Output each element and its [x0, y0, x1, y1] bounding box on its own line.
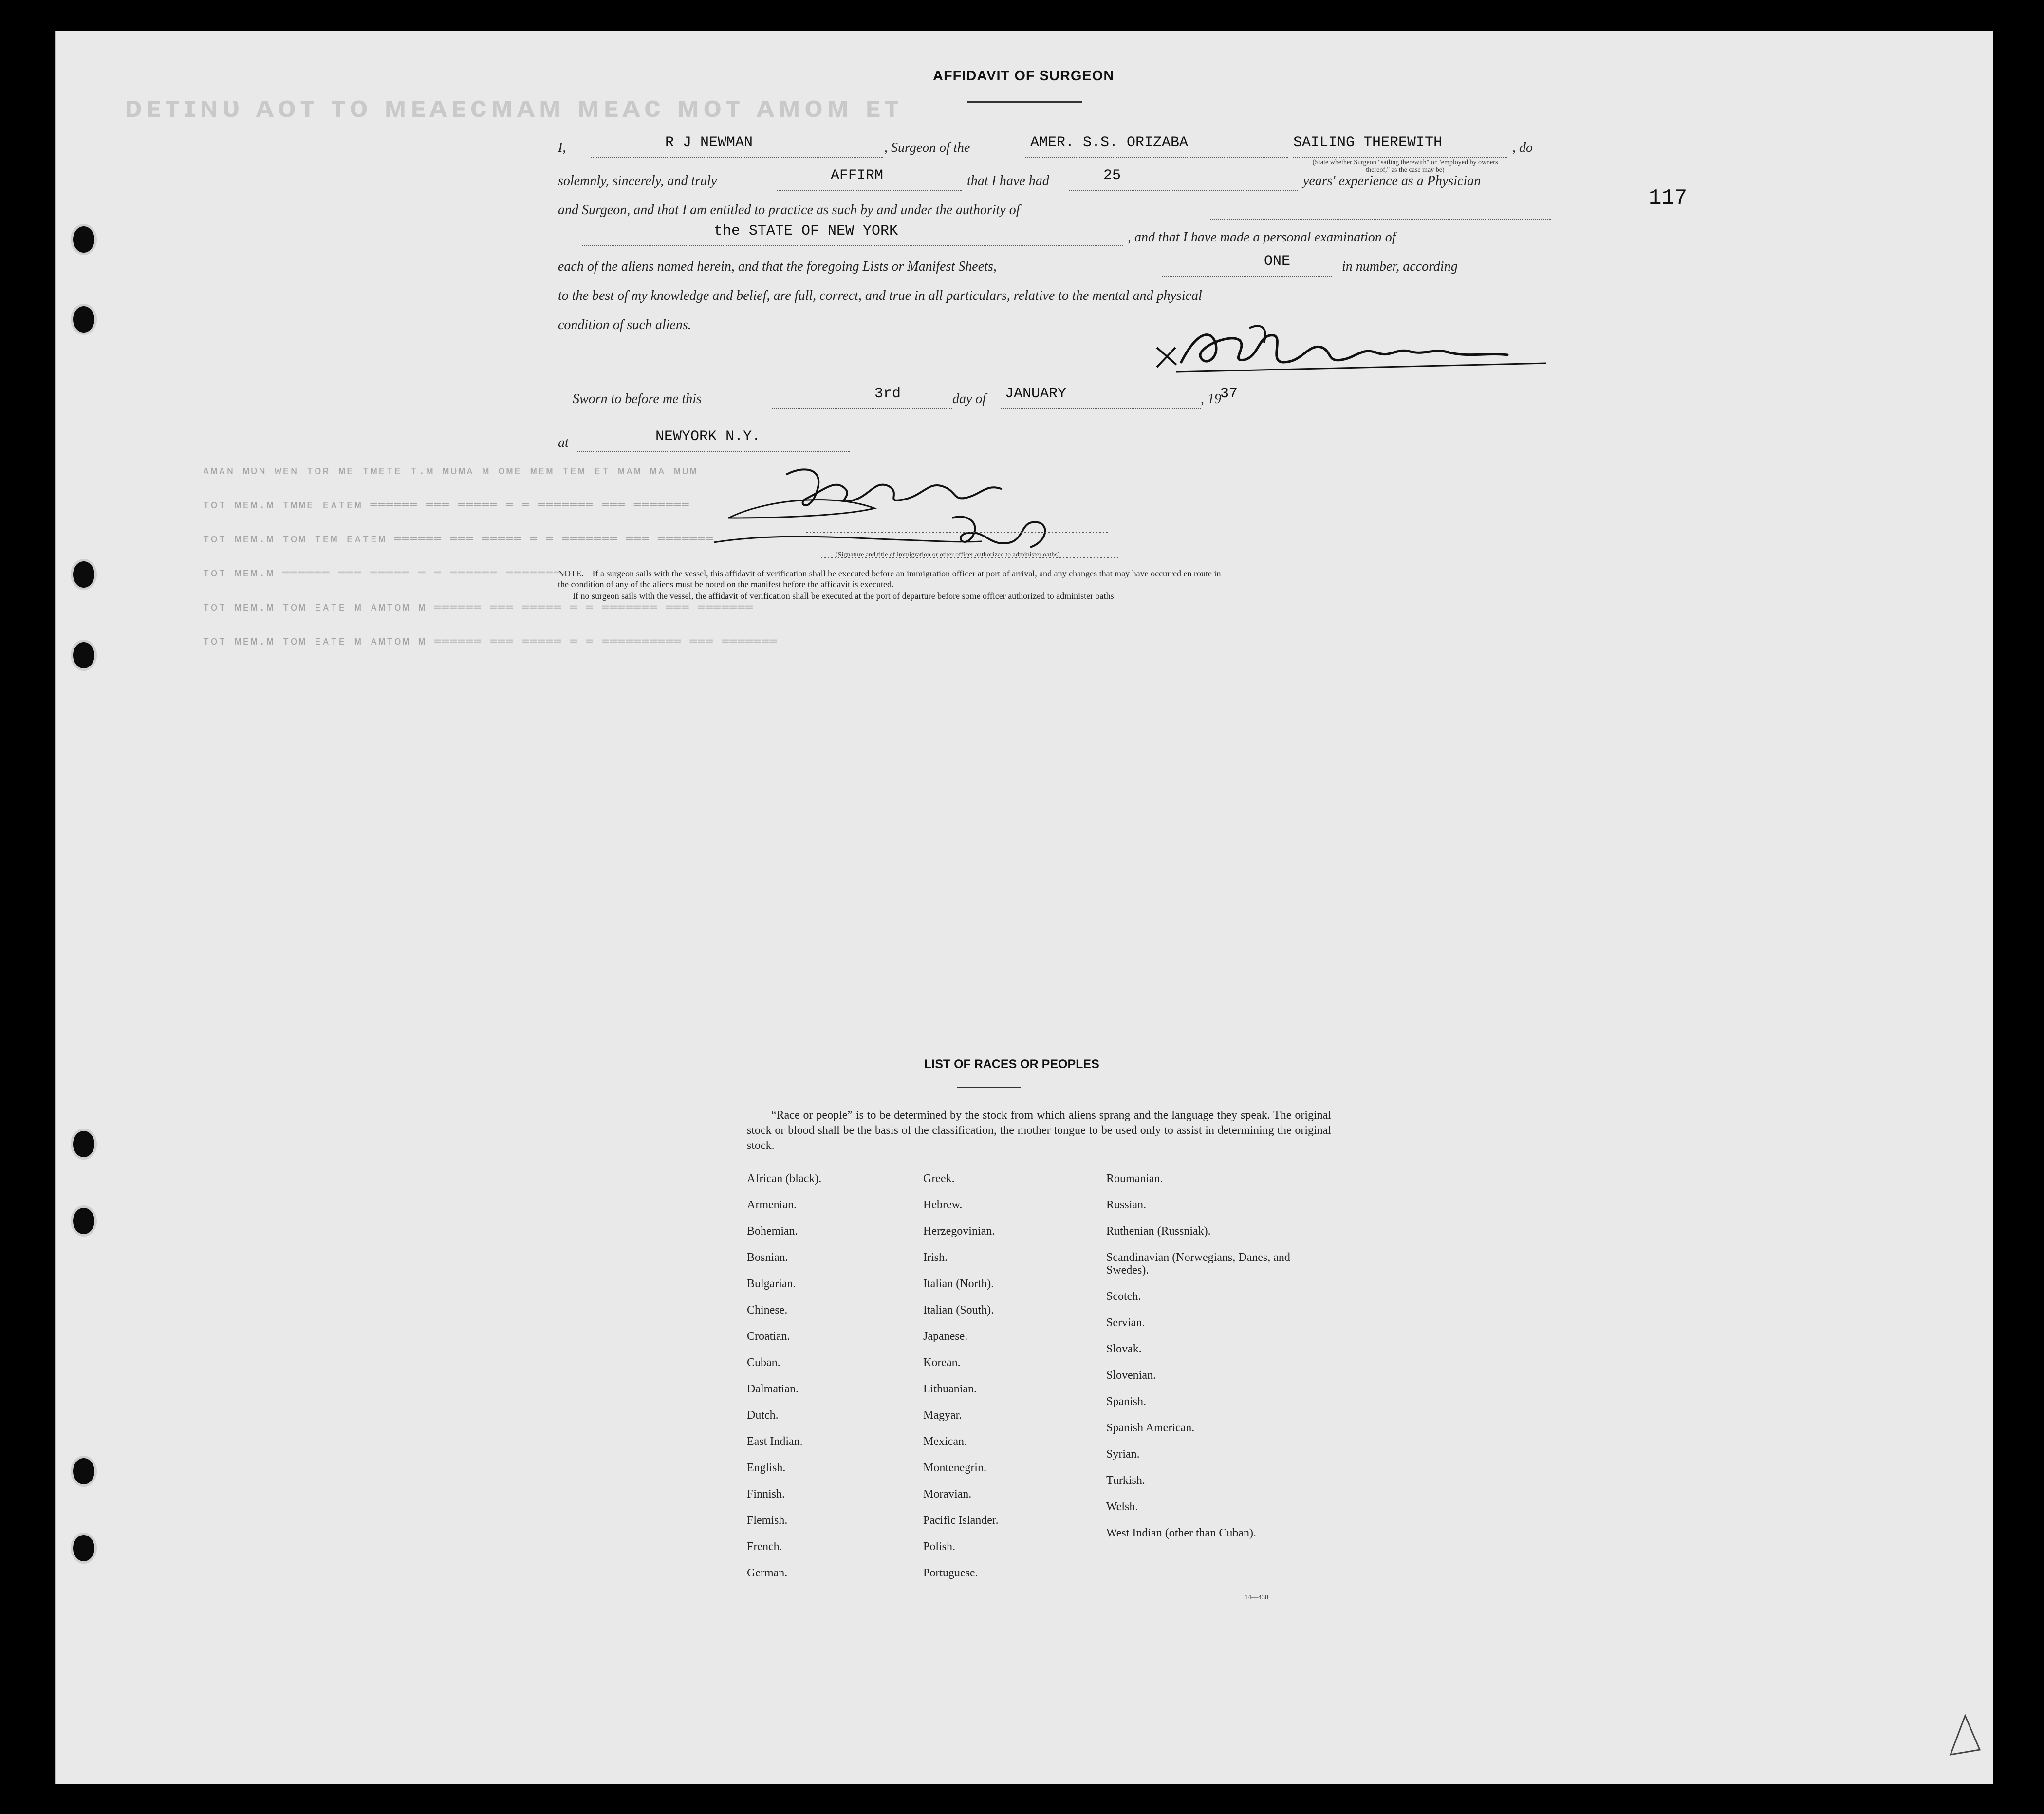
race-item: Spanish. — [1106, 1395, 1147, 1408]
affidavit-title: AFFIDAVIT OF SURGEON — [933, 68, 1115, 84]
race-item: Montenegrin. — [923, 1462, 986, 1474]
years-line — [1069, 190, 1298, 191]
race-item: Turkish. — [1106, 1474, 1145, 1487]
races-column-2 — [923, 1166, 999, 1586]
text-condition: condition of such aliens. — [558, 317, 691, 333]
race-item: Italian (South). — [923, 1304, 994, 1316]
page-number: 117 — [1649, 186, 1688, 210]
year-field: 37 — [1220, 386, 1238, 402]
race-item: African (black). — [747, 1172, 822, 1185]
corner-mark-icon — [1946, 1711, 1985, 1759]
race-item: Scotch. — [1106, 1290, 1141, 1303]
sailing-note: (State whether Surgeon "sailing therewith" or "employed by owners thereof," as the case may be) — [1312, 159, 1498, 174]
officer-caption: (Signature and title of immigration or other officer authorized to administer oaths) — [836, 551, 1060, 558]
text-and-that: , and that I have made a personal examination of — [1128, 230, 1396, 245]
text-i: I, — [558, 140, 566, 155]
race-item: Polish. — [923, 1540, 956, 1553]
authority-field: the STATE OF NEW YORK — [714, 223, 898, 240]
race-item: Lithuanian. — [923, 1383, 977, 1395]
document-sheet — [55, 31, 1993, 1784]
binding-hole-icon — [71, 224, 97, 255]
title-rule — [967, 101, 1082, 103]
race-item: Greek. — [923, 1172, 955, 1185]
races-intro: “Race or people” is to be determined by the stock from which aliens sprang and the language they speak. The original stock or blood shall be the basis of the classification, the mother tongue to be used only to assist in determining the original stock. — [747, 1109, 1331, 1152]
binding-hole-icon — [71, 304, 97, 335]
bleed-through-rows: ᴀᴍᴀɴ ᴍᴜɴ ᴡᴇɴ ᴛᴏʀ ᴍᴇ ᴛᴍᴇᴛᴇ ᴛ.ᴍ ᴍᴜᴍᴀ ᴍ ᴏᴍᴇ ᴍᴇᴍ ᴛᴇᴍ ᴇᴛ ᴍᴀᴍ ᴍᴀ ᴍᴜᴍ ᴛᴏᴛ ᴍᴇᴍ.ᴍ ᴛᴍᴍᴇ ᴇᴀᴛᴇᴍ ══════ ═══ ═════ ═ ═ ═══════ ═══ ═══════ ᴛᴏᴛ ᴍᴇᴍ.ᴍ ᴛᴏᴍ ᴛᴇᴍ ᴇᴀᴛᴇᴍ ══════ ═══ ═════ ═ ═ ═══════ ═══ ═══════ ᴛᴏᴛ ᴍᴇᴍ.ᴍ ══════ ═══ ═════ ═ ═ ══════ ═══════ ᴛᴏᴛ ᴍᴇᴍ.ᴍ ᴛᴏᴍ ᴇᴀᴛᴇ ᴍ ᴀᴍᴛᴏᴍ ᴍ ══════ ═══ ═════ ═ ═ ═══════ ═══ ═══════ ᴛᴏᴛ ᴍᴇᴍ.ᴍ ᴛᴏᴍ ᴇᴀᴛᴇ ᴍ ᴀᴍᴛᴏᴍ ᴍ ══════ ═══ ═════ ═ ═ ══════════ ═══ ═══════ — [203, 465, 778, 648]
races-rule — [957, 1087, 1021, 1088]
text-year-prefix: , 19 — [1201, 391, 1221, 407]
bleed-through-header: ᴅᴇᴛɪɴᴜ ᴀᴏᴛ ᴛᴏ ᴍᴇᴀᴇᴄᴍᴀᴍ ᴍᴇᴀᴄ ᴍᴏᴛ ᴀᴍᴏᴍ ᴇᴛ — [125, 90, 903, 124]
binding-hole-icon — [71, 1205, 97, 1237]
day-field: 3rd — [874, 386, 901, 402]
month-field: JANUARY — [1005, 386, 1067, 402]
race-item: Herzegovinian. — [923, 1225, 995, 1238]
race-item: Bulgarian. — [747, 1277, 796, 1290]
text-solemnly: solemnly, sincerely, and truly — [558, 173, 717, 188]
sheets-line — [1162, 276, 1332, 277]
races-column-3 — [1106, 1166, 1316, 1546]
text-each-of: each of the aliens named herein, and that the foregoing Lists or Manifest Sheets, — [558, 259, 997, 274]
race-item: Mexican. — [923, 1435, 967, 1448]
race-item: French. — [747, 1540, 782, 1553]
note-line-2: the condition of any of the aliens must be noted on the manifest before the affidavit is executed. — [558, 579, 894, 589]
race-item: Roumanian. — [1106, 1172, 1163, 1185]
race-item: Chinese. — [747, 1304, 788, 1316]
race-item: Bosnian. — [747, 1251, 788, 1264]
race-item: Moravian. — [923, 1488, 972, 1500]
ship-line — [1025, 157, 1288, 158]
race-item: East Indian. — [747, 1435, 803, 1448]
race-item: Finnish. — [747, 1488, 785, 1500]
authority-line-1 — [1210, 219, 1551, 220]
text-sworn: Sworn to before me this — [573, 391, 702, 407]
month-line — [1001, 408, 1201, 409]
race-item: English. — [747, 1462, 786, 1474]
sailing-field: SAILING THEREWITH — [1293, 134, 1443, 151]
race-item: Magyar. — [923, 1409, 962, 1422]
text-to-the-best: to the best of my knowledge and belief, are full, correct, and true in all particulars, relative to the mental and physical — [558, 288, 1202, 303]
day-line — [772, 408, 952, 409]
text-at: at — [558, 435, 569, 450]
race-item: Flemish. — [747, 1514, 788, 1527]
form-number: 14—430 — [1245, 1594, 1268, 1601]
race-item: Italian (North). — [923, 1277, 994, 1290]
text-day-of: day of — [952, 391, 986, 407]
race-item: Scandinavian (Norwegians, Danes, and Swedes). — [1106, 1251, 1290, 1277]
sheets-field: ONE — [1264, 253, 1291, 270]
race-item: Cuban. — [747, 1356, 780, 1369]
text-that-i-have-had: that I have had — [967, 173, 1049, 188]
race-item: Dutch. — [747, 1409, 779, 1422]
race-item: Korean. — [923, 1356, 961, 1369]
text-years-experience: years' experience as a Physician — [1303, 173, 1481, 188]
races-title: LIST OF RACES OR PEOPLES — [924, 1057, 1099, 1071]
surgeon-name-line — [591, 157, 883, 158]
race-item: West Indian (other than Cuban). — [1106, 1527, 1256, 1539]
sailing-line — [1293, 157, 1507, 158]
binding-hole-icon — [71, 640, 97, 671]
text-surgeon-of-the: , Surgeon of the — [884, 140, 970, 155]
race-item: Armenian. — [747, 1199, 797, 1211]
race-item: Croatian. — [747, 1330, 790, 1343]
affirm-field: AFFIRM — [831, 167, 884, 184]
race-item: Dalmatian. — [747, 1383, 799, 1395]
years-field: 25 — [1103, 167, 1121, 184]
race-item: Servian. — [1106, 1316, 1145, 1329]
race-item: Slovenian. — [1106, 1369, 1156, 1382]
race-item: German. — [747, 1567, 788, 1579]
race-item: Welsh. — [1106, 1500, 1138, 1513]
authority-line-2 — [582, 245, 1123, 246]
affirm-line — [777, 190, 962, 191]
race-item: Portuguese. — [923, 1567, 978, 1579]
surgeon-signature — [1147, 314, 1556, 387]
place-field: NEWYORK N.Y. — [655, 428, 761, 445]
binding-hole-icon — [71, 1456, 97, 1487]
note-line-1: NOTE.—If a surgeon sails with the vessel, this affidavit of verification shall be executed before an immigration officer at port of arrival, and any changes that may have occurred en route in — [558, 569, 1221, 578]
surgeon-name-field: R J NEWMAN — [665, 134, 753, 151]
race-item: Russian. — [1106, 1199, 1147, 1211]
race-item: Syrian. — [1106, 1448, 1140, 1461]
place-line — [577, 451, 850, 452]
text-and-surgeon: and Surgeon, and that I am entitled to practice as such by and under the authority of — [558, 203, 1020, 218]
race-item: Japanese. — [923, 1330, 968, 1343]
race-item: Slovak. — [1106, 1343, 1142, 1355]
races-column-1 — [747, 1166, 821, 1586]
ship-field: AMER. S.S. ORIZABA — [1030, 134, 1189, 151]
binding-hole-icon — [71, 559, 97, 590]
race-item: Hebrew. — [923, 1199, 963, 1211]
text-in-number: in number, according — [1342, 259, 1458, 274]
text-do: , do — [1512, 140, 1533, 155]
race-item: Bohemian. — [747, 1225, 798, 1238]
race-item: Irish. — [923, 1251, 948, 1264]
binding-hole-icon — [71, 1129, 97, 1160]
note-line-3: If no surgeon sails with the vessel, the affidavit of verification shall be executed at the port of departure before some officer authorized to administer oaths. — [573, 591, 1116, 601]
race-item: Spanish American. — [1106, 1422, 1195, 1434]
race-item: Ruthenian (Russniak). — [1106, 1225, 1211, 1238]
race-item: Pacific Islander. — [923, 1514, 999, 1527]
binding-hole-icon — [71, 1533, 97, 1564]
